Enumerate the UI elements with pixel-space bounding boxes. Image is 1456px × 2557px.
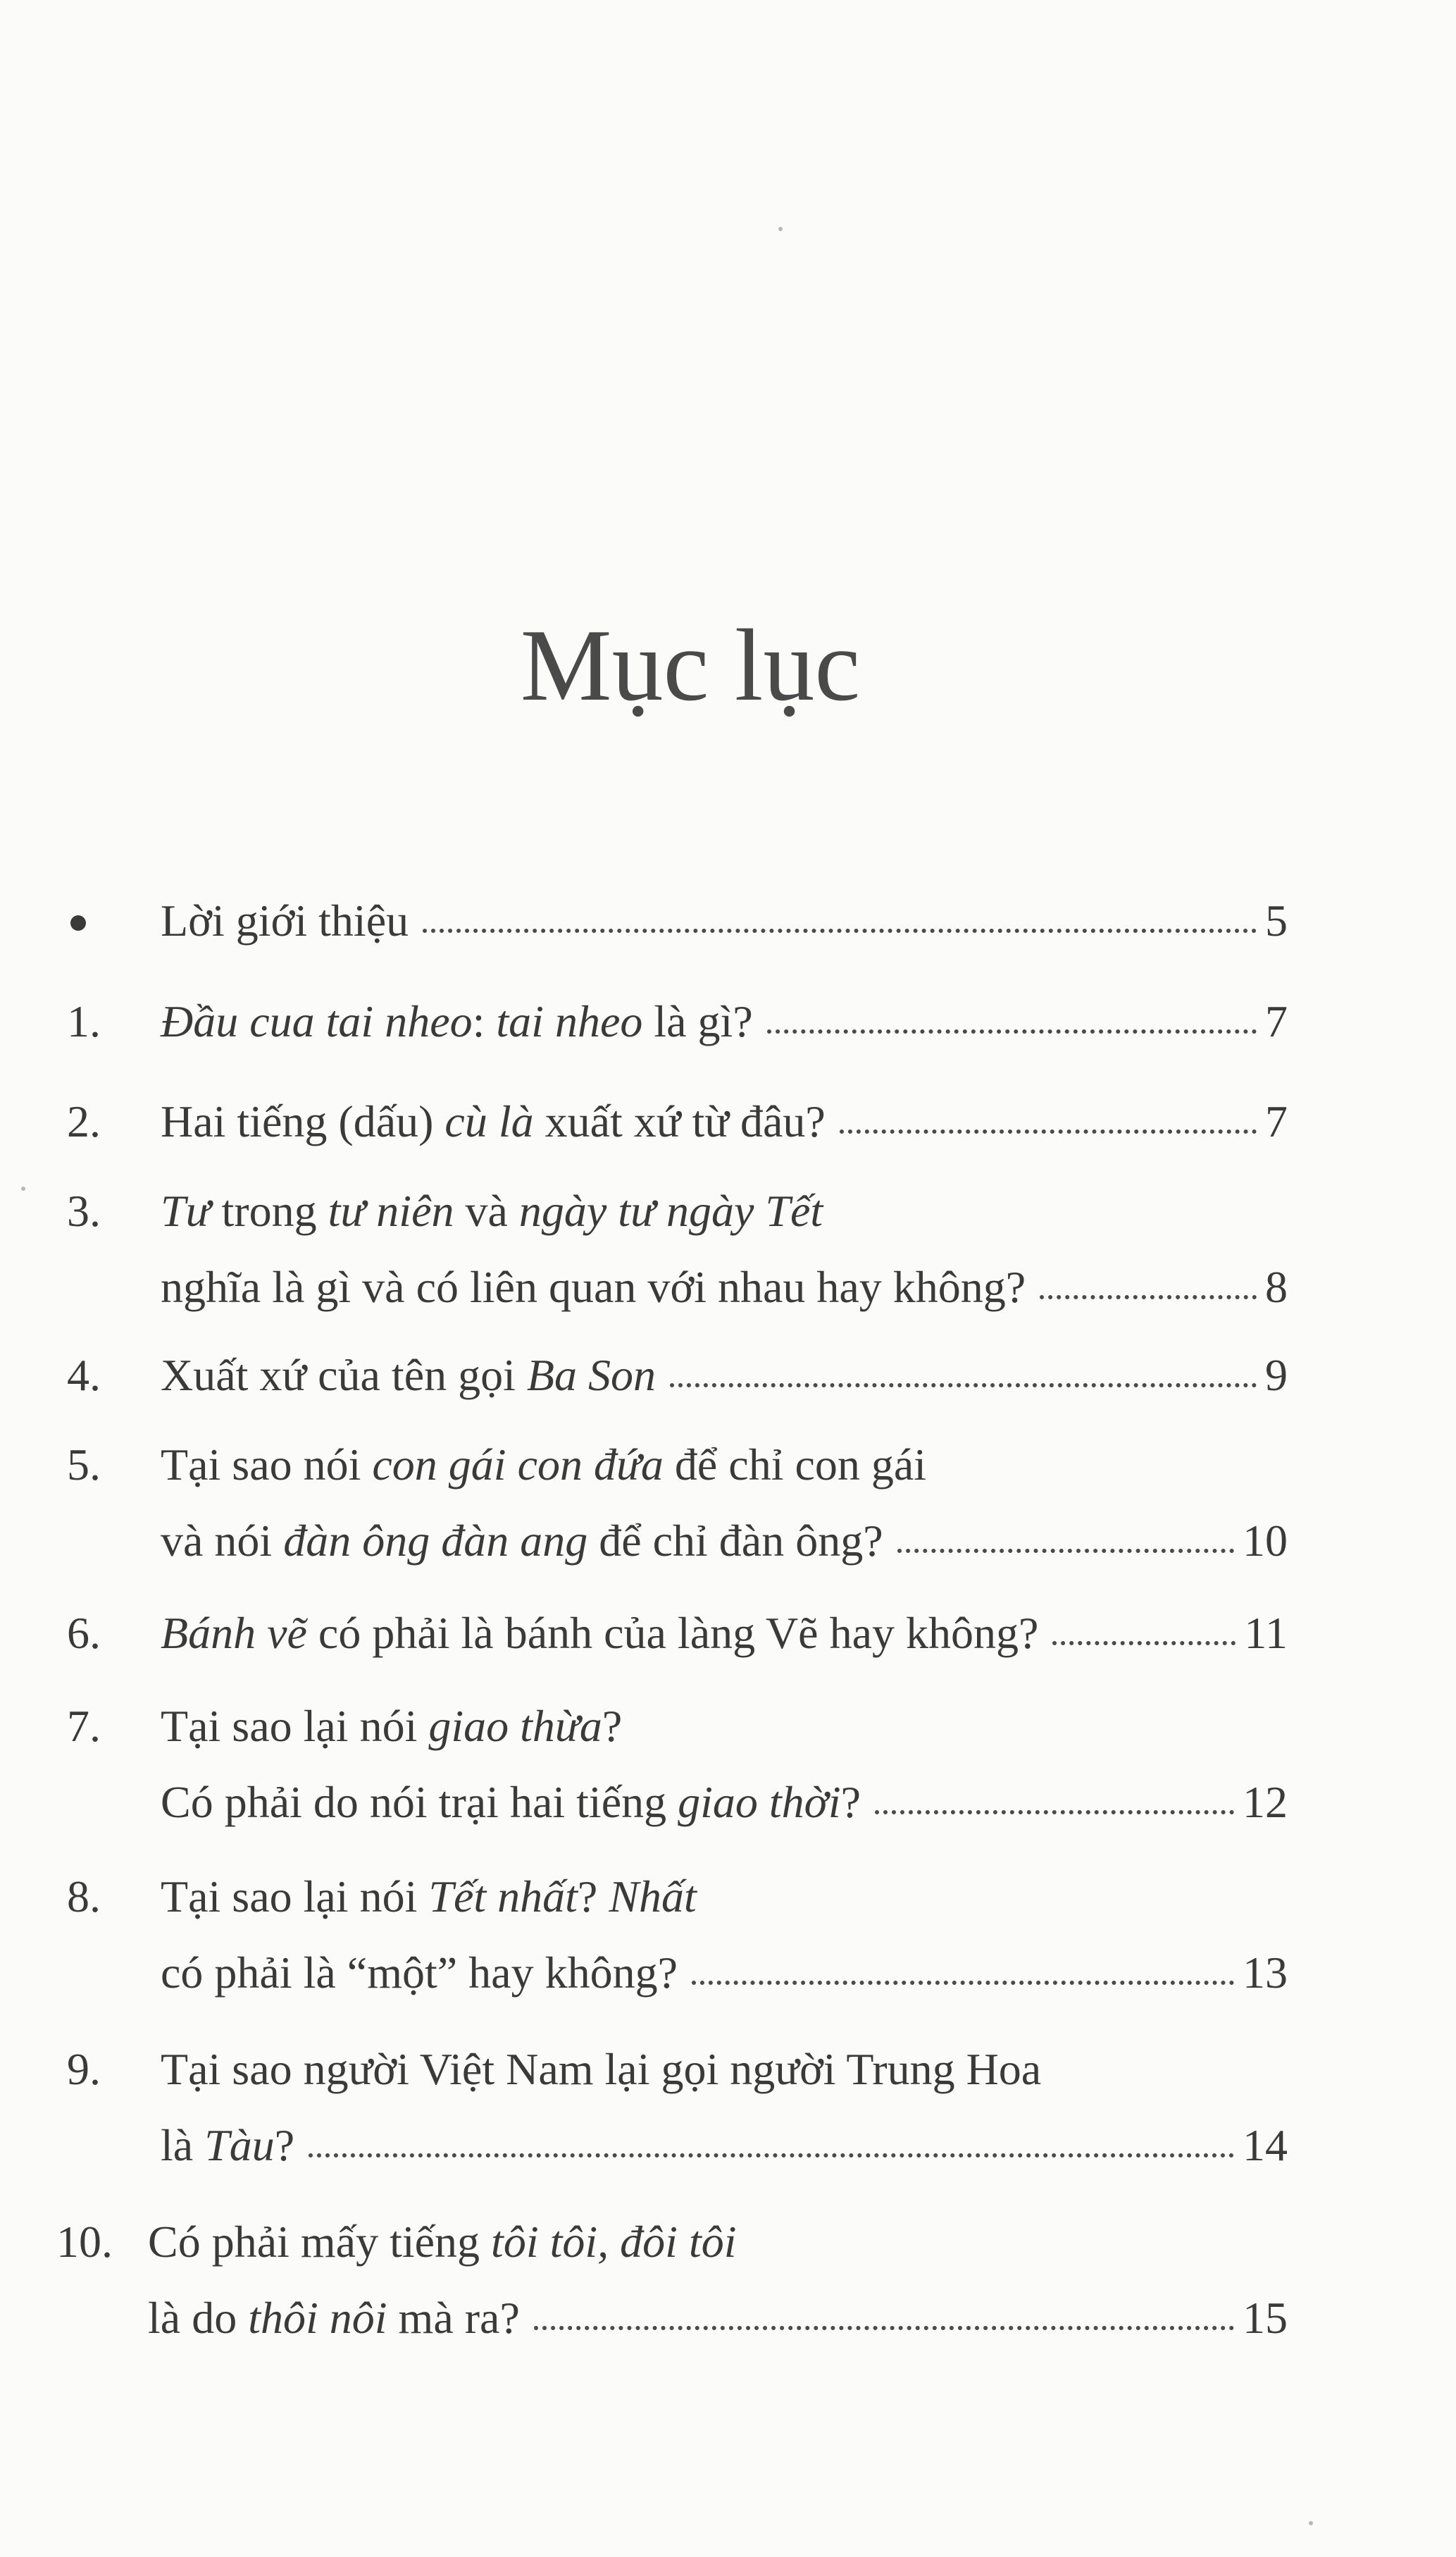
toc-page-number: 7 [1265,996,1288,1046]
toc-entry-number: 6. [67,1608,101,1658]
toc-entry-number: 7. [67,1701,101,1751]
dot-leader [767,1029,1257,1034]
toc-entry-line [148,2293,1288,2343]
toc-entry-number: 4. [67,1350,101,1400]
toc-entry-number: 9. [67,2044,101,2094]
toc-entry-title-line-2: có phải là “một” hay không? [161,1948,678,1998]
dot-leader [692,1981,1234,1985]
toc-entry-line [161,996,1288,1046]
toc-entry-title-line-2: là Tàu? [161,2120,295,2170]
dot-leader [309,2153,1234,2157]
toc-page-number: 9 [1265,1350,1288,1400]
dot-leader [897,1549,1234,1553]
toc-entry-title: Bánh vẽ có phải là bánh của làng Vẽ hay không? [161,1608,1039,1658]
toc-entry-number: 2. [67,1096,101,1146]
toc-page-number: 15 [1243,2293,1288,2343]
dot-leader [670,1383,1257,1387]
toc-entry-line [161,1948,1288,1998]
toc-entry-number: 3. [67,1186,101,1236]
toc-entry-title-line-1: Tư trong tư niên và ngày tư ngày Tết [161,1186,823,1236]
toc-entry-title-line-2: nghĩa là gì và có liên quan với nhau hay không? [161,1262,1026,1312]
toc-page-number: 14 [1243,2120,1288,2170]
toc-page-number: 12 [1243,1777,1288,1827]
dot-leader [875,1810,1234,1814]
dot-leader [534,2326,1234,2330]
toc-entry-title-line-2: là do thôi nôi mà ra? [148,2293,520,2343]
dot-leader [1040,1295,1257,1299]
toc-page-number: 8 [1265,1262,1288,1312]
toc-page-number: 11 [1244,1608,1288,1658]
toc-entry-title: Đầu cua tai nheo: tai nheo là gì? [161,996,753,1046]
toc-entry-line [161,896,1288,946]
toc-entry-title-line-2: và nói đàn ông đàn ang để chỉ đàn ông? [161,1516,883,1566]
toc-entry-title-line-2: Có phải do nói trại hai tiếng giao thời? [161,1777,861,1827]
toc-entry-title-line-1: Tại sao người Việt Nam lại gọi người Trung Hoa [161,2044,1042,2094]
toc-entry-title: Hai tiếng (dấu) cù là xuất xứ từ đâu? [161,1096,826,1146]
toc-entry-title: Xuất xứ của tên gọi Ba Son [161,1350,656,1400]
toc-entry-title-line-1: Tại sao lại nói Tết nhất? Nhất [161,1871,697,1921]
toc-entry-number: 1. [67,996,101,1046]
dot-leader [423,929,1257,933]
toc-entry-number: 10. [56,2217,113,2267]
toc-entry-line [161,1262,1288,1312]
toc-entry-title-line-1: Tại sao lại nói giao thừa? [161,1701,623,1751]
paper-speck [21,1187,25,1191]
toc-page-number: 5 [1265,896,1288,946]
bullet-icon [70,915,86,931]
toc-page-number: 7 [1265,1096,1288,1146]
toc-page-number: 13 [1243,1948,1288,1998]
toc-entry-line [161,2120,1288,2170]
toc-entry-line [161,1608,1288,1658]
toc-entry-line [161,1777,1288,1827]
dot-leader [840,1129,1257,1134]
toc-entry-line [161,1518,1288,1564]
toc-entry-title-line-1: Có phải mấy tiếng tôi tôi, đôi tôi [148,2217,737,2267]
toc-entry-title: Lời giới thiệu [161,896,409,946]
paper-speck [1309,2521,1313,2525]
toc-entry-number: 5. [67,1440,101,1490]
toc-entry-number: 8. [67,1871,101,1921]
page-title: Mục lục [520,608,861,722]
paper-speck [778,227,783,231]
toc-entry-title-line-1: Tại sao nói con gái con đứa để chỉ con gái [161,1440,927,1490]
dot-leader [1052,1641,1236,1645]
toc-entry-line [161,1096,1288,1146]
toc-page-number: 10 [1243,1516,1288,1566]
toc-entry-line [161,1350,1288,1400]
